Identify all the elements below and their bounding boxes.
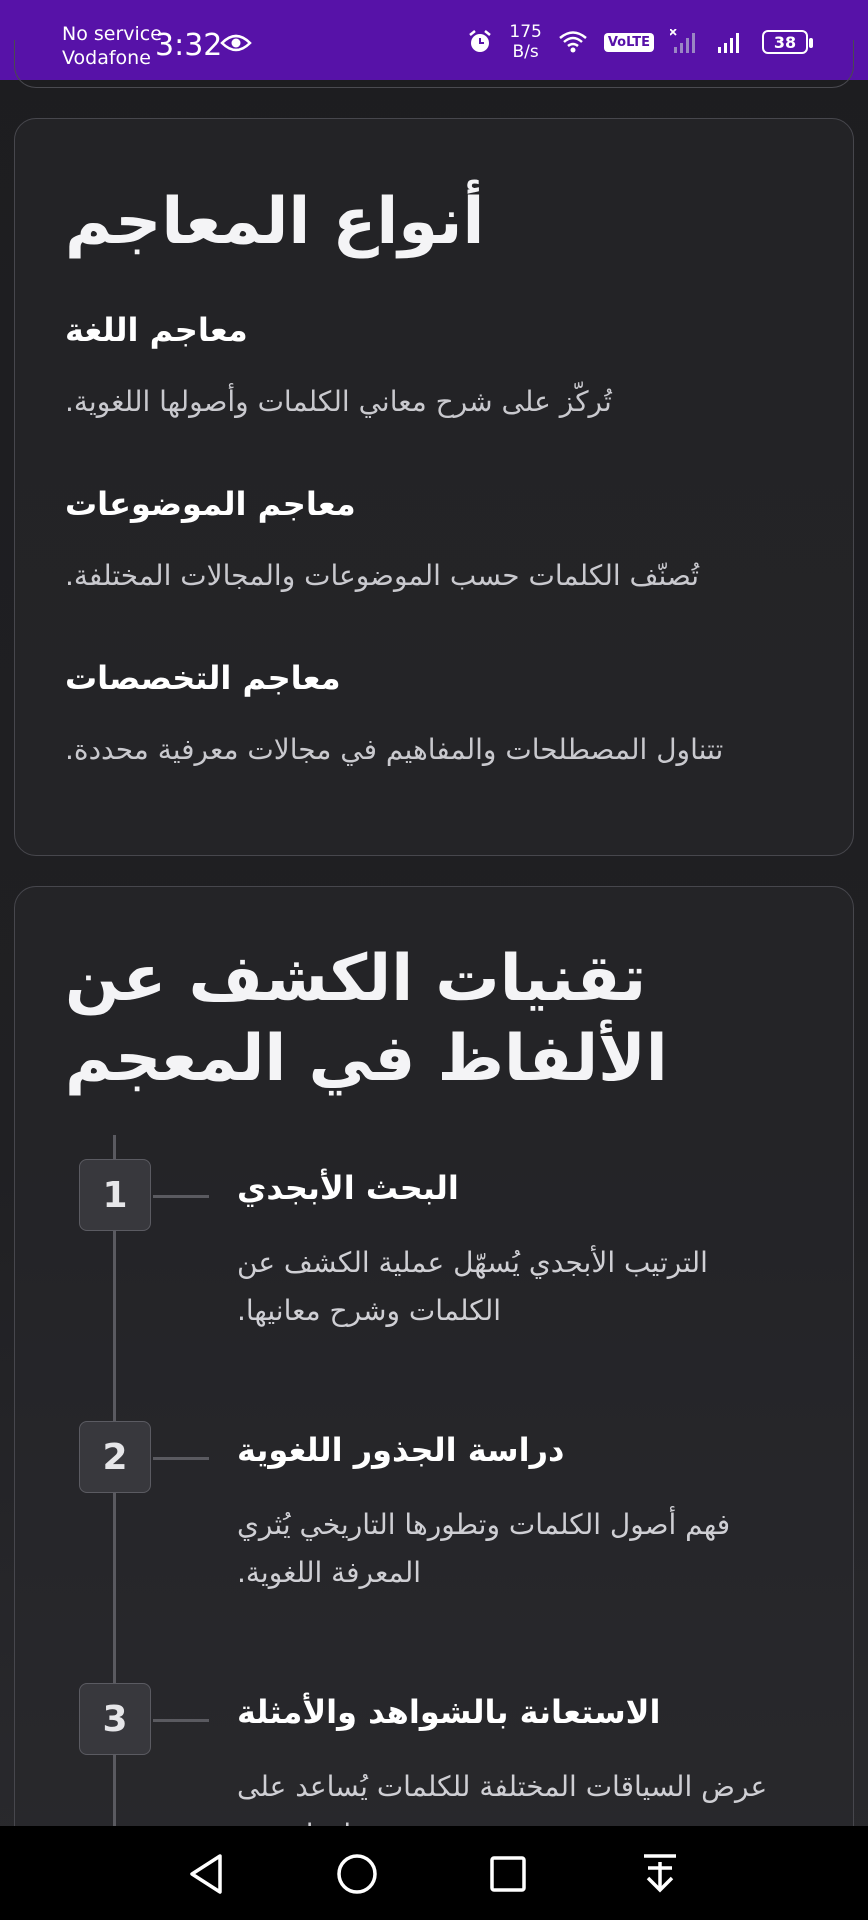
lookup-techniques-card — [14, 886, 854, 1920]
carrier-line1: No service — [62, 23, 162, 45]
recents-button[interactable] — [478, 1844, 538, 1904]
type-item — [65, 659, 803, 766]
back-triangle-icon — [186, 1852, 226, 1896]
step-connector — [153, 1195, 209, 1198]
step-desc: عرض السياقات المختلفة للكلمات يُساعد على — [237, 1770, 768, 1803]
card-title: أنواع المعاجم — [65, 185, 485, 259]
step-number: 2 — [79, 1421, 151, 1493]
volte-badge: VoLTE — [604, 33, 654, 52]
type-title: معاجم التخصصات — [65, 659, 341, 697]
step-title: دراسة الجذور اللغوية — [237, 1431, 565, 1469]
notification-pull-button[interactable] — [630, 1844, 690, 1904]
navigation-bar — [0, 1826, 868, 1920]
battery-icon: 38 — [762, 30, 808, 54]
back-button[interactable] — [176, 1844, 236, 1904]
clock: 3:32 — [155, 28, 223, 63]
step-title: الاستعانة بالشواهد والأمثلة — [237, 1693, 661, 1731]
previous-card-edge — [14, 40, 854, 88]
step-number: 1 — [79, 1159, 151, 1231]
step-desc: فهم أصول الكلمات وتطورها التاريخي يُثري المعرفة اللغوية. — [237, 1508, 731, 1589]
step-title: البحث الأبجدي — [237, 1169, 459, 1207]
type-desc: تتناول المصطلحات والمفاهيم في مجالات معرفية محددة. — [65, 733, 724, 766]
speed-value: 175 — [509, 22, 542, 42]
speed-unit: B/s — [512, 42, 539, 62]
carrier-line2: Vodafone — [62, 47, 151, 69]
type-desc: تُصنّف الكلمات حسب الموضوعات والمجالات المختلفة. — [65, 559, 700, 592]
type-title: معاجم الموضوعات — [65, 485, 356, 523]
home-circle-icon — [335, 1852, 379, 1896]
type-item — [65, 485, 803, 592]
timeline-line — [113, 1135, 116, 1920]
step-desc: الترتيب الأبجدي يُسهّل عملية الكشف عن الكلمات وشرح معانيها. — [237, 1246, 708, 1327]
step-number: 3 — [79, 1683, 151, 1755]
type-desc: تُركّز على شرح معاني الكلمات وأصولها اللغوية. — [65, 385, 612, 418]
type-title: معاجم اللغة — [65, 311, 248, 349]
step-connector — [153, 1719, 209, 1722]
download-arrow-icon — [640, 1852, 680, 1896]
step-connector — [153, 1457, 209, 1460]
recents-square-icon — [488, 1854, 528, 1894]
dictionary-types-card — [14, 118, 854, 856]
card-title: تقنيات الكشف عن الألفاظ في المعجم — [65, 942, 668, 1096]
home-button[interactable] — [327, 1844, 387, 1904]
type-item — [65, 311, 803, 418]
